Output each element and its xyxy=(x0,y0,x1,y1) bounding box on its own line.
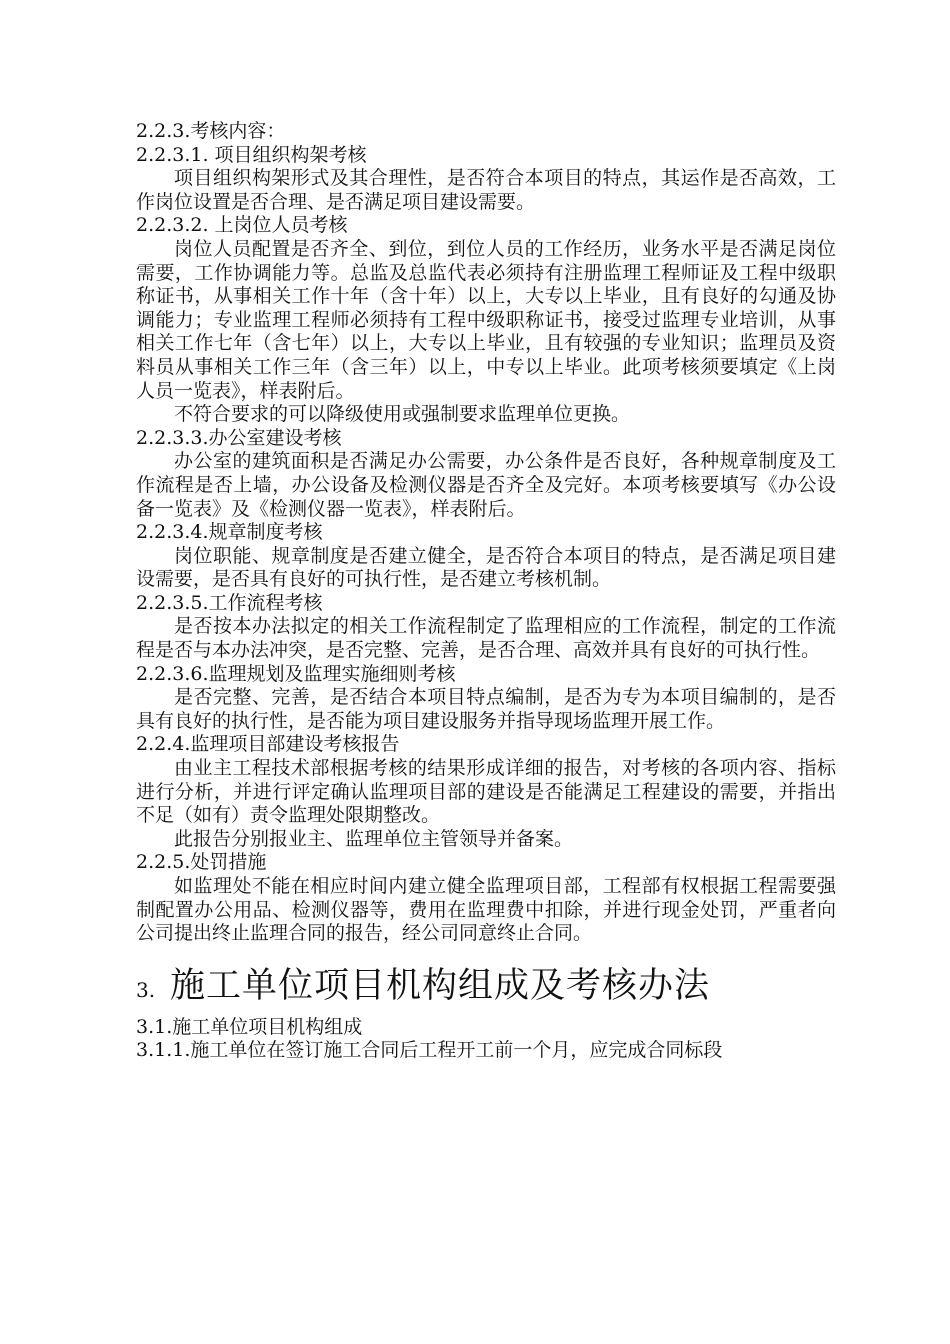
paragraph: 如监理处不能在相应时间内建立健全监理项目部，工程部有权根据工程需要强制配置办公用品、检测仪器等，费用在监理费中扣除，并进行现金处罚，严重者向公司提出终止监理合同的报告，经公司同意终止合同。 xyxy=(136,875,836,945)
subheading: 2.2.3.3.办公室建设考核 xyxy=(136,426,342,449)
section-3-number: 3. xyxy=(136,977,156,1002)
paragraph: 不符合要求的可以降级使用或强制要求监理单位更换。 xyxy=(174,403,631,426)
paragraph: 项目组织构架形式及其合理性，是否符合本项目的特点，其运作是否高效，工作岗位设置是否合理、是否满足项目建设需要。 xyxy=(136,167,836,213)
document-page xyxy=(136,120,836,1063)
subheading: 2.2.4.监理项目部建设考核报告 xyxy=(136,733,400,756)
paragraph: 岗位人员配置是否齐全、到位，到位人员的工作经历，业务水平是否满足岗位需要，工作协调能力等。总监及总监代表必须持有注册监理工程师证及工程中级职称证书，从事相关工作十年（含十年）以上，大专以上毕业，且有良好的勾通及协调能力；专业监理工程师必须持有工程中级职称证书，接受过监理专业培训，从事相关工作七年（含七年）以上，大专以上毕业，且有较强的专业知识；监理员及资料员从事相关工作三年（含三年）以上，中专以上毕业。此项考核须要填定《上岗人员一览表》，样表附后。 xyxy=(136,237,836,402)
paragraph: 是否完整、完善，是否结合本项目特点编制，是否为专为本项目编制的，是否具有良好的执行性，是否能为项目建设服务并指导现场监理开展工作。 xyxy=(136,686,836,732)
section-3-heading xyxy=(136,966,836,1006)
subheading: 2.2.3.考核内容： xyxy=(136,120,286,142)
section-3-title: 施工单位项目机构组成及考核办法 xyxy=(170,965,711,1006)
subheading: 2.2.3.4.规章制度考核 xyxy=(136,521,323,544)
paragraph: 是否按本办法拟定的相关工作流程制定了监理相应的工作流程，制定的工作流程是否与本办法冲突，是否完整、完善，是否合理、高效并具有良好的可执行性。 xyxy=(136,615,836,662)
subheading: 2.2.3.1. 项目组织构架考核 xyxy=(136,143,367,166)
paragraph: 此报告分别报业主、监理单位主管领导并备案。 xyxy=(174,827,574,850)
paragraph: 办公室的建筑面积是否满足办公需要，办公条件是否良好，各种规章制度及工作流程是否上墙，办公设备及检测仪器是否齐全及完好。本项考核要填写《办公设备一览表》及《检测仪器一览表》，样表附后。 xyxy=(136,450,836,520)
subheading: 2.2.3.6.监理规划及监理实施细则考核 xyxy=(136,662,456,685)
subheading-3-1-1: 3.1.1.施工单位在签订施工合同后工程开工前一个月，应完成合同标段 xyxy=(136,1039,723,1062)
paragraph: 岗位职能、规章制度是否建立健全，是否符合本项目的特点，是否满足项目建设需要，是否具有良好的可执行性，是否建立考核机制。 xyxy=(136,544,836,591)
paragraph: 由业主工程技术部根据考核的结果形成详细的报告，对考核的各项内容、指标进行分析，并进行评定确认监理项目部的建设是否能满足工程建设的需要，并指出不足（如有）责令监理处限期整改。 xyxy=(136,757,836,827)
subheading: 2.2.5.处罚措施 xyxy=(136,851,267,874)
subheading: 2.2.3.5.工作流程考核 xyxy=(136,591,323,614)
subheading-3-1: 3.1.施工单位项目机构组成 xyxy=(136,1015,363,1038)
subheading: 2.2.3.2. 上岗位人员考核 xyxy=(136,214,348,237)
section-2-content xyxy=(136,120,836,946)
